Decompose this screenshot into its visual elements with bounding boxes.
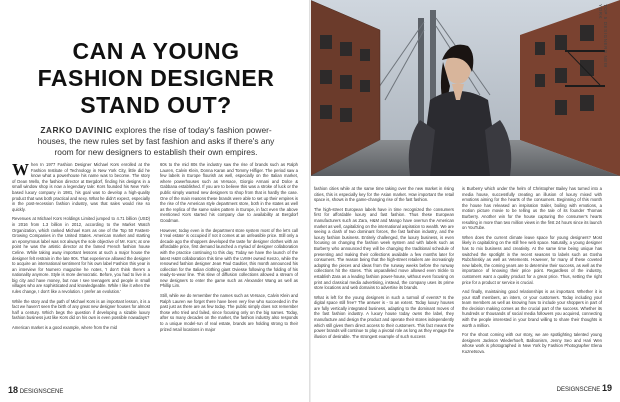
paragraph: For the shoot coming with our story, we are spotlighting talented young designers Jackson Wiederhoeft, Balloonism, Jenny Seo and Hari Wen whose work is photographed in New York by Fashion Photographer Elena Kuznetsova. — [462, 332, 602, 355]
folio-right — [557, 383, 612, 393]
vertical-section-label: TOP 5 DESIGNERS NEW YORK — [598, 4, 608, 68]
paragraph: Revenues at Michael Kors Holdings Limited jumped to 4.71 billion (USD) in 2016 from 1.3 billion in 2012, according to the Market Watch Organization, which ranked Michael Kors as one of the Top 50 Fastest-Growing Companies in the United States. American market and starting an eponymous label was not always the sole objective of Mr. Kors; at one point he was the artistic director at the famed French fashion house Celine. While taking away important lessons at such a major house the designer felt restrain in the late 90s. That experience allowed the designer to acquire an international sentiment for his own label Fashion this year in an interview for Numero magazine he notes, 'I don't think there's a nationality anymore. Style is more democratic. Before, you had to live in a big city and have money, but now I see teenagers and people in small villages who are sophisticated and knowledgeable. While I like it when the rules change, I don't like a revolution. I prefer an evolution.' — [12, 216, 150, 295]
paragraph: And finally, maintaining good relationships is as important. Whether it is your staff members, an intern, or your customers. Today including your team members as well as knowing how to include your shoppers in part of the decision making comes as the crucial part of the success. Whether its hundreds or thousands of social media followers you acquired, connecting with the people interested in your brand willing to share their thoughts is worth a million. — [462, 289, 602, 328]
headline-line-2: FASHION DESIGNER — [37, 65, 275, 91]
folio-left — [8, 385, 63, 395]
body-column-3 — [314, 186, 454, 382]
fashion-photo-illustration — [310, 0, 620, 176]
body-column-4 — [462, 186, 602, 382]
paragraph: is Burberry which under the helm of Christopher Bailey has turned into a media house, successfully creating an illusion of luxury mixed with emotions aiming for the hearts of the consumers. Beginning of this month the house has released an inspiration trailer, boiling with emotions, a motion picture movie to be telling us the tale of its founder Thomas Burberry. Another win for the house capturing the consumer's hearts resulting in more than two million views in the first 24 hours since its launch on YouTube. — [462, 186, 602, 231]
article-standfirst — [28, 125, 284, 158]
headline-line-1: CAN A YOUNG — [72, 38, 240, 64]
paragraph: However, today even in the department store system most of the let's call it 'real estate' is occupied if not it comes at an unfeasible price. Still only a decade ago the shoppers developed the taste for designer clothes with an affordable price, first demand launched a myriad of designer collaboration with the practice continuing to this day. Today we have the launch of the latest H&M collaboration this time with the LVMH owned Kenzo, while the renowned fashion designer Jean Paul Gaultier, this month announced his collection for the Italian clothing giant Oviesse following the folding of his ready-to-wear line. This slew of diffusion collections allowed a stream of new designers to enter the game such as Alexander Wang as well as Phillip Lim. — [160, 227, 298, 289]
standfirst-text: explores the rise of today's fashion power-houses, the new rules set by fast fashion and asks if there's any room for new designers to establish their own empires. — [37, 125, 275, 157]
drop-cap: W — [12, 162, 29, 179]
paragraph: Still, while we do remember the names such as Versace, Calvin Klein and Ralph Lauren we forget there have been very few who succeeded in the past just as there are as few today. The public simply does not remember those who tried and failed, since focusing only on the big names. Today, after so many decades on the market, the fashion industry also responds to a unique model-run of real estate, brands are holding strong to their prized retail locations in major — [160, 293, 298, 332]
article-headline — [20, 38, 292, 119]
body-column-1 — [12, 162, 150, 380]
paragraph: 60s to the mid 80s the industry saw the rise of brands such as Ralph Lauren, Calvin Klein, Donna Karan and Tommy Hilfiger. The period saw a few labels in Europe flourish as well, especially on the Italian market, where powerhouses such as Versace, Giorgio Armani and Dolce & Gabbana established. If you are to believe this was a stroke of luck or the public simply wanted new designers to shop from that is hardly the case. One of the main reasons these brands were able to set up their empires is the rise of the American style department store, both in the states as well as the replica of the same sales pattern in Europe, in fact even the above mentioned Kors started his company due to availability at Bergdorf Goodman. — [160, 162, 298, 223]
author-name: ZARKO DAVINIC — [40, 125, 113, 135]
fashion-photo — [310, 0, 620, 176]
body-column-2 — [160, 162, 298, 380]
folio-label-left: DESIGNSCENE — [19, 389, 64, 395]
folio-label-right: DESIGNSCENE — [556, 387, 601, 393]
page-number-right: 19 — [601, 383, 612, 393]
headline-line-3: STAND OUT? — [80, 92, 232, 118]
paragraph: When In 1977 Fashion Designer Michael Kors enrolled at the Fashion Institute of Technology in New York City, little did he know what a powerhouse his name was to become. The story of Dean Mello, the fashion director at Bergdorf, finding his designs in a small window shop is now a legendary tale: Kors founded his New York-based luxury company in 1981, his goal was to develop a high-quality product that was both practical and sexy. What he didn't expect, especially in the post-recession fashion industry, was that sales would rise so quickly. — [12, 162, 150, 212]
gutter — [309, 0, 311, 402]
right-page — [310, 0, 620, 402]
paragraph: What is left for the young designers in such a turmoil of events? Is the digital space still free? The answer is - to an extent. Today luxury houses are fully vertically integrated business, adapting to the dominant moves of the fast fashion industry. A luxury house today owns the label, they manufacture and design the product and operate their stores independently which still gives them direct access to their customers. This fact means the power brands will continue to play a pivotal role as long as they engage the illusion of desirable. The strongest example of such success — [314, 294, 454, 339]
paragraph: American market is a good example, where from the mid — [12, 325, 117, 331]
page-number-left: 18 — [8, 385, 19, 395]
paragraph: While the story and the path of Michael Kors is an important lesson, it is a fact we haven't seen the birth of any great new designer houses for almost half a century. Which begs the question if developing a sizable luxury fashion business just like Kors did on his own is even possible nowadays? — [12, 298, 150, 321]
paragraph: When does the current climate leave space for young designers? Most likely in capitalizing on the still free web space. Naturally, a young designer has to mix business and creativity. At the same time being unique has switched the spotlight in the recent seasons to labels such as Gosha Rubchinskiy as well as Vetements. However, for many of these coveted new labels, the coming years are to determine their success, as well as the importance of knowing their price point. Regardless of the industry, customers want a quality product for a great price. Thus, setting the right price for a product or service is crucial. — [462, 234, 602, 285]
paragraph: The high-street European labels have in time recognized the consumers first for affordable luxury and fast fashion. Thus these European manufacturers such as Zara, H&M and Mango have overrun the American market as well, capitalizing on the international aspiration to wealth. We are seeing a clash of two dominant forces, the fast fashion industry, and the luxury fashion business. Entirely challenged, the luxury business, is even focusing on changing the fashion week system and with labels such as Burberry who announced they will be changing the traditional schedule of presenting and making their collections available a few months later for consumers. The reason being that the high-street retailers are increasingly adopting the pieces and ideas from the runway weeks before the runway collections hit the stores. This unparalleled move allowed even trickle to establish Zara as a leading fashion power-house, without even focusing on print and classical media advertising, instead, the company uses its prime store locations and web domains to advertise its brands. — [314, 206, 454, 291]
paragraph: fashion cities while at the same time taking over the new market in rising cities, this is especially key for the Asian market. How important the retail space is, shows in the game-changing rise of the fast fashion. — [314, 186, 454, 203]
